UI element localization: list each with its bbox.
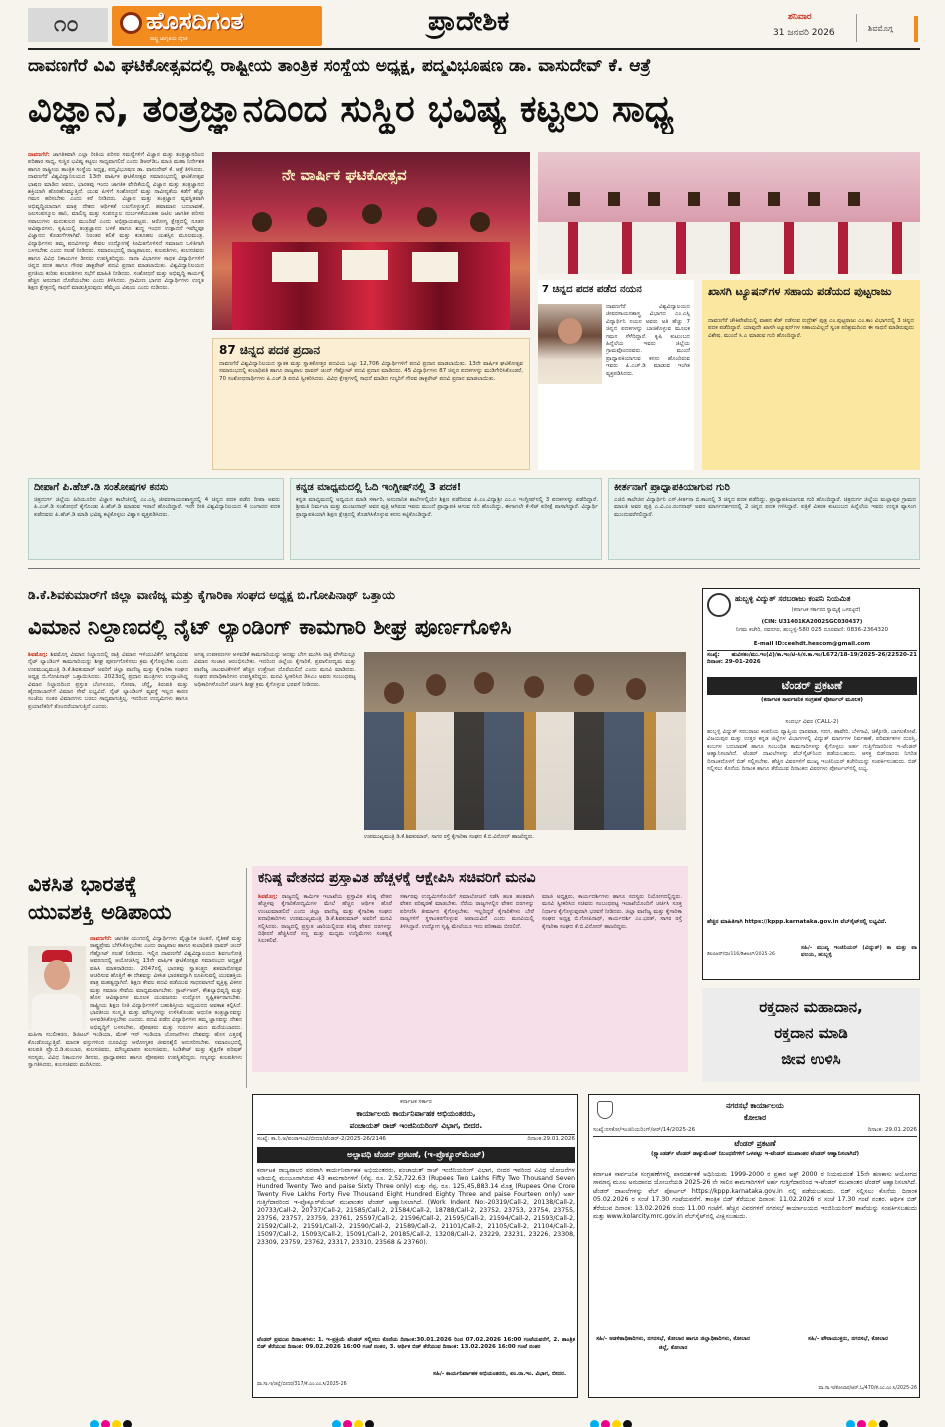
petition-body-1: ಶಿವಮೊಗ್ಗ: ರಾಜ್ಯದಲ್ಲಿ ಕಾರ್ಮಿಕ ಇಲಾಖೆಯ ಪ್ರಸ್ತಾವಿತ ಕನಿಷ್ಠ ವೇತನ ಹೆಚ್ಚಳವು ಕೈಗಾರಿಕೋದ್ಯಮಿಗಳ ಮೇಲೆ ಹೆಚ್ಚಿನ ಆರ್ಥಿಕ ಹೊರೆ ಉಂಟುಮಾಡಲಿದೆ ಎಂದು ಜಿಲ್ಲಾ ವಾಣಿಜ್ಯ ಮತ್ತು ಕೈಗಾರಿಕಾ ಸಂಘದ ಪದಾಧಿಕಾರಿಗಳು ಉಪಮುಖ್ಯಮಂತ್ರಿ ಡಿ.ಕೆ.ಶಿವಕುಮಾರ್ ಅವರಿಗೆ ಮನವಿ ಸಲ್ಲಿಸಿದರು. ರಾಜ್ಯದಲ್ಲಿ ಪ್ರಸ್ತುತ ಜಾರಿಯಲ್ಲಿರುವ ಕನಿಷ್ಠ ವೇತನ ದರಗಳನ್ನು ದಿಢೀರನೆ ಹೆಚ್ಚಿಸಿದರೆ ಸಣ್ಣ ಮತ್ತು ಮಧ್ಯಮ ಉದ್ದಿಮೆಗಳು ಸಂಕಷ್ಟಕ್ಕೆ ಸಿಲುಕಲಿವೆ. bbox=[258, 894, 392, 945]
petition-box bbox=[252, 866, 688, 1072]
airport-caption: ಉಪಮುಖ್ಯಮಂತ್ರಿ ಡಿ.ಕೆ.ಶಿವಕುಮಾರ್, ಸಾಗರ ರಸ್ತೆ ಕೈಗಾರಿಕಾ ಸಂಘದ ಕೆ.ಬಿ.ವಿನೋದ್ ಹಾಜರಿದ್ದರು. bbox=[364, 834, 535, 840]
viksit-dateline: ದಾವಣಗೆರೆ: bbox=[90, 936, 112, 942]
issue-date: 31 ಜನವರಿ 2026 bbox=[773, 28, 835, 38]
deepa-body: ಚಿತ್ರದುರ್ಗ ಜಿಲ್ಲೆಯ ಹಿರಿಯೂರಿನ ವಿಜ್ಞಾನ ಕಾಲೇಜಿನಲ್ಲಿ ಎಂ.ಎಸ್ಸಿ ಜೀವರಸಾಯನಶಾಸ್ತ್ರದಲ್ಲಿ 4 ಚಿನ್ನದ ಪದಕ ಪಡೆದ ದೀಪಾ ಅವರು ಪಿ.ಎಚ್.ಡಿ ಸಂಶೋಧನೆ ಕೈಗೊಂಡು ಪಿ.ಹೆಚ್.ಡಿ ಮಾಡುವ ಇರಾದೆ ಹೊಂದಿದ್ದಾರೆ. ಇದೇ ರೀತಿ ವಿಶ್ವವಿದ್ಯಾನಿಲಯದ 4 ಬಂಗಾರದ ಪದಕ ಪಡೆದವರು ಪಿ.ಹೆಚ್.ಡಿ ಮಾಡಿ ಭವಿಷ್ಯ ಕಟ್ಟಿಕೊಳ್ಳಲು ವಿಶ್ವಾಸ ವ್ಯಕ್ತಪಡಿಸಿದರು. bbox=[34, 497, 280, 518]
airport-kicker: ಡಿ.ಕೆ.ಶಿವಕುಮಾರ್‌ಗೆ ಜಿಲ್ಲಾ ವಾಣಿಜ್ಯ ಮತ್ತು ಕೈಗಾರಿಕಾ ಸಂಘದ ಅಧ್ಯಕ್ಷ ಬಿ.ಗೋಪಿನಾಥ್ ಒತ್ತಾಯ bbox=[28, 588, 395, 602]
logo-tagline: ರಾಷ್ಟ್ರ ಜಾಗೃತಿಯ ದೈನಿಕ bbox=[150, 36, 188, 42]
deepa-headline: ದೀಪಾಗೆ ಪಿ.ಹೆಚ್.ಡಿ ಸಂತೋಷಗಳ ಕನಸು bbox=[34, 482, 169, 493]
deepa-box bbox=[28, 478, 284, 560]
blood-line-1: ರಕ್ತದಾನ ಮಹಾದಾನ, bbox=[759, 998, 863, 1016]
kolar-body: ಕರ್ನಾಟಕ ಸಾರ್ವಜನಿಕ ಸಂಗ್ರಹಣೆಗಳಲ್ಲಿ ಪಾರದರ್ಶಕತೆ ಅಧಿನಿಯಮ 1999-2000 ರ ಪ್ರಕಾರ ಅಕ್ಟ್ 2000 ರ ನಿಯಮದಂತೆ 15ನೇ ಹಣಕಾಸು ಆಯೋಗದ ಸಾಮಾನ್ಯ ಮೂಲ ಅನುದಾನದ ಯೋಜನೆಯಡಿ 2025-26 ನೇ ಸಾಲಿನ ಕಾಮಗಾರಿಗಳಿಗೆ ಅರ್ಹ ಗುತ್ತಿಗೆದಾರರಿಂದ ಇ-ಟೆಂಡರ್ ಮುಖಾಂತರ ಟೆಂಡರ್ ಆಹ್ವಾನಿಸಲಾಗಿದೆ. ಟೆಂಡರ್ ದಾಖಲೆಗಳನ್ನು ವೆಬ್ ಪೋರ್ಟಲ್ https://kppp.karnataka.gov.in ನಲ್ಲಿ ಪಡೆಯಬಹುದು. ಬಿಡ್ ಸಲ್ಲಿಸಲು ಕೊನೆಯ ದಿನಾಂಕ 05.02.2026 ರ ಸಂಜೆ 17.30 ಗಂಟೆಯವರೆಗೆ. ತಾಂತ್ರಿಕ ಬಿಡ್ ತೆರೆಯುವ ದಿನಾಂಕ: 11.02.2026 ರ ಸಂಜೆ 17.30 ಗಂಟೆ ನಂತರ. ಆರ್ಥಿಕ ಬಿಡ್ ತೆರೆಯುವ ದಿನಾಂಕ: 13.02.2026 ರಂದು 11.00 ಗಂಟೆಗೆ. ಹೆಚ್ಚಿನ ವಿವರಗಳಿಗೆ ನಗರಸಭೆ ಕಾರ್ಯಾಲಯದ ಇಂಜಿನಿಯರಿಂಗ್ ಶಾಖೆಯನ್ನು ಸಂಪರ್ಕಿಸಬಹುದು ಮತ್ತು www.kolarcity.mrc.gov.in ವೆಬ್‌ಸೈಟ್‌ನಲ್ಲಿ ವೀಕ್ಷಿಸಬಹುದು. bbox=[593, 1171, 917, 1221]
kolar-ref: ಸಂಖ್ಯೆ:ನಸಕೋ/ಇಂಜಿನಿಯರಿಂಗ್/ಆರ್/14/2025-26 bbox=[593, 1127, 696, 1133]
hescom-web: ಹೆಚ್ಚಿನ ಮಾಹಿತಿಗಾಗಿ https://kppp.karnataka.gov.in ವೆಬ್‌ಸೈಟ್‌ನಲ್ಲಿ ಲಭ್ಯವಿದೆ. bbox=[707, 919, 887, 925]
medals-box bbox=[212, 338, 530, 470]
gold-girl-headline: 7 ಚಿನ್ನದ ಪದಕ ಪಡೆದ ನಯನ bbox=[542, 284, 642, 295]
lead-kicker: ದಾವಣಗೆರೆ ವಿವಿ ಘಟಿಕೋತ್ಸವದಲ್ಲಿ ರಾಷ್ಟ್ರೀಯ ತಾಂತ್ರಿಕ ಸಂಸ್ಥೆಯ ಅಧ್ಯಕ್ಷ, ಪದ್ಮವಿಭೂಷಣ ಡಾ. ವಾಸುದೇವ್ ಕೆ. ಆತ್ರೆ bbox=[28, 56, 651, 76]
convocation-banner-text: ನೇ ವಾರ್ಷಿಕ ಘಟಿಕೋತ್ಸವ bbox=[282, 166, 407, 184]
registration-marks-2 bbox=[332, 1414, 376, 1427]
issue-day: ಶನಿವಾರ bbox=[788, 12, 812, 22]
airport-body-2: ಅಗತ್ಯ ಉಪಕರಣಗಳ ಅಳವಡಿಕೆ ಕಾಮಗಾರಿಯನ್ನು ಆದಷ್ಟು ಬೇಗ ಮುಗಿಸಿ ರಾತ್ರಿ ವೇಳೆಯಲ್ಲೂ ವಿಮಾನ ಸಂಚಾರ ಆರಂಭಿಸಬೇಕು. ಇದರಿಂದ ಜಿಲ್ಲೆಯ ಕೈಗಾರಿಕೆ, ಪ್ರವಾಸೋದ್ಯಮ ಮತ್ತು ವಾಣಿಜ್ಯ ಚಟುವಟಿಕೆಗಳಿಗೆ ಹೆಚ್ಚಿನ ಉತ್ತೇಜನ ದೊರೆಯಲಿದೆ ಎಂದು ಮನವಿ ಮಾಡಿದರು. ಸಂಘದ ಪದಾಧಿಕಾರಿಗಳು ಉಪಸ್ಥಿತರಿದ್ದರು. ಮನವಿ ಸ್ವೀಕರಿಸಿದ ಡಿಸಿಎಂ ಅವರು ಸಂಬಂಧಪಟ್ಟ ಅಧಿಕಾರಿಗಳೊಂದಿಗೆ ಚರ್ಚಿಸಿ ಶೀಘ್ರ ಕ್ರಮ ಕೈಗೊಳ್ಳುವ ಭರವಸೆ ನೀಡಿದರು. bbox=[194, 652, 356, 688]
hescom-subtitle: (ಕರ್ನಾಟಕ ಸಾರ್ವಜನಿಕ ಸಂಗ್ರಹಣೆ ಪೋರ್ಟಲ್ ಮೂಲಕ) bbox=[761, 697, 863, 703]
bidar-footer-right: ಸಹಿ/- ಕಾರ್ಯನಿರ್ವಾಹಕ ಅಭಿಯಂತರರು, ಪಂ.ರಾ.ಇಂ. ವಿಭಾಗ, ಬೀದರ. bbox=[433, 1371, 567, 1377]
hescom-sub: (ಕರ್ನಾಟಕ ಸರ್ಕಾರದ ಸ್ವಾಮ್ಯಕ್ಕೆ ಒಳಪಟ್ಟಿದೆ) bbox=[791, 607, 861, 613]
keerthana-headline: ಕೀರ್ತನಾಗೆ ಪ್ರಾಧ್ಯಾಪಕಿಯಾಗುವ ಗುರಿ bbox=[614, 482, 730, 493]
tuition-headline: ಖಾಸಗಿ ಟ್ಯೂಷನ್‌ಗಳ ಸಹಾಯ ಪಡೆಯದ ಪುಟ್ಟರಾಜು bbox=[708, 285, 892, 298]
lead-headline: ವಿಜ್ಞಾನ, ತಂತ್ರಜ್ಞಾನದಿಂದ ಸುಸ್ಥಿರ ಭವಿಷ್ಯ ಕಟ್ಟಲು ಸಾಧ್ಯ bbox=[28, 87, 674, 130]
graduates-photo bbox=[538, 152, 920, 274]
kolar-city: ಕೋಲಾರ bbox=[743, 1113, 767, 1122]
page-number: ೧೦ bbox=[28, 8, 108, 42]
logo-text: ಹೊಸದಿಗಂತ bbox=[146, 7, 244, 35]
kannada-medium-body: ಕನ್ನಡ ಮಾಧ್ಯಮದಲ್ಲಿ ಅಧ್ಯಯನ ಮಾಡಿ ಸರ್ಕಾರಿ, ಅನುದಾನಿತ ಶಾಲೆಗಳಲ್ಲಿಯೇ ಶಿಕ್ಷಣ ಪಡೆದಿರುವ ಪಿ.ಎಂ.ವಿದ್ಯಾಶ್ರೀ ಎಂ.ಎ ಇಂಗ್ಲೀಷ್‌ನಲ್ಲಿ 3 ಪದಕಗಳನ್ನು ಪಡೆದಿದ್ದಾರೆ. ಶ್ರೀಮತಿ ನಿರ್ಮಲಾ ಮತ್ತು ಮಂಜುನಾಥ್ ಅವರ ಪುತ್ರಿ ಆಗಿರುವ ಇವರು ಮುಂದೆ ಪ್ರಾಧ್ಯಾಪಕಿ ಆಗುವ ಗುರಿ ಹೊಂದಿದ್ದು, ಈಗಾಗಲೇ ಕೆ-ಸೆಟ್ ಪರೀಕ್ಷೆ ಪಾಸಾಗಿದ್ದಾರೆ. ವಿದ್ಯಾರ್ಥಿ ಪ್ರಾಧ್ಯಾಪಕಿಯಾಗಿ ಶಿಕ್ಷಣ ಕ್ಷೇತ್ರದಲ್ಲಿ ತೊಡಗಿಸಿಕೊಳ್ಳುವ ಕನಸು ಕಟ್ಟಿಕೊಂಡಿದ್ದಾರೆ. bbox=[296, 497, 598, 518]
hescom-cin: (CIN: U31401KA2002SGC030437) bbox=[761, 619, 863, 625]
viksit-headline-1: ವಿಕಸಿತ ಭಾರತಕ್ಕೆ bbox=[28, 872, 137, 896]
kolar-date: ದಿನಾಂಕ: 29.01.2026 bbox=[867, 1127, 917, 1133]
lead-body-text: ಜಾಗತಿಕವಾಗಿ ಎಲ್ಲಾ ರೀತಿಯ ಪರಿಸರ ಸಮಸ್ಯೆಗಳಿಗೆ ವಿಜ್ಞಾನ ಮತ್ತು ತಂತ್ರಜ್ಞಾನದಿಂದ ಪರಿಹಾರ ಸಾಧ್ಯ, ಸುಸ್ಥಿರ ಭವಿಷ್ಯ ಕಟ್ಟಲು ಸಾಧ್ಯವಾಗಲಿದೆ ಎಂದು ಡಿಆರ್‌ಡಿಒ ಮಾಜಿ ಮಹಾ ನಿರ್ದೇಶಕ ಹಾಗೂ ರಾಷ್ಟ್ರೀಯ ತಾಂತ್ರಿಕ ಸಂಸ್ಥೆಯ ಅಧ್ಯಕ್ಷ, ಪದ್ಮವಿಭೂಷಣ ಡಾ. ವಾಸುದೇವ್ ಕೆ. ಆತ್ರೆ ತಿಳಿಸಿದರು. ದಾವಣಗೆರೆ ವಿಶ್ವವಿದ್ಯಾನಿಲಯದ 13ನೇ ವಾರ್ಷಿಕ ಘಟಿಕೋತ್ಸವ ಸಮಾರಂಭದಲ್ಲಿ ಘಟಿಕೋತ್ಸವ ಭಾಷಣ ಮಾಡಿದ ಅವರು, ಭಾರತವು ಇಂದು ಜಾಗತಿಕ ವೇದಿಕೆಯಲ್ಲಿ ವಿಜ್ಞಾನ ಮತ್ತು ತಂತ್ರಜ್ಞಾನದ ಶಕ್ತಿಯಾಗಿ ಹೊರಹೊಮ್ಮುತ್ತಿದೆ. ಯುವ ಪೀಳಿಗೆ ಸಂಶೋಧನೆ ಮತ್ತು ನಾವೀನ್ಯತೆಯ ಕಡೆಗೆ ಹೆಚ್ಚು ಗಮನ ಹರಿಸಬೇಕು ಎಂದು ಕರೆ ನೀಡಿದರು. ವಿಜ್ಞಾನ ಮತ್ತು ತಂತ್ರಜ್ಞಾನ ವ್ಯವಸ್ಥಿತವಾಗಿ ಅಭಿವೃದ್ಧಿಯಾದಾಗ ಮಾತ್ರ ದೇಶದ ಆರ್ಥಿಕತೆ ಬಲಗೊಳ್ಳುತ್ತದೆ. ಹವಾಮಾನ ಬದಲಾವಣೆ, ಜಲಸಂಪನ್ಮೂಲ ಹಾನಿ, ಮಾಲಿನ್ಯ ಮತ್ತು ಸಂಪನ್ಮೂಲ ದುರ್ಬಳಕೆಯಂತಹ ಜಟಿಲ ಜಾಗತಿಕ ಪರಿಸರ ಸವಾಲುಗಳು ಮನುಕುಲದ ಮುಂದಿವೆ ಎಂದು ಅಭಿಪ್ರಾಯಪಟ್ಟರು. ಆರೋಗ್ಯ ಕ್ಷೇತ್ರದಲ್ಲಿ ನೂತನ ಆವಿಷ್ಕಾರಗಳು, ಕೃಷಿಯಲ್ಲಿ ತಂತ್ರಜ್ಞಾನದ ಬಳಕೆ ಹಾಗೂ ಶುದ್ಧ ಇಂಧನ ಉತ್ಪಾದನೆ ಇವೆಲ್ಲವೂ ವಿಜ್ಞಾನದ ಕೊಡುಗೆಗಳಾಗಿವೆ. ನಿರಂತರ ಕಲಿಕೆ ಮತ್ತು ಕುತೂಹಲ ಯಶಸ್ಸಿನ ಮೂಲಮಂತ್ರ. ವಿದ್ಯಾರ್ಥಿಗಳು ತಮ್ಮ ಪದವಿಗಳನ್ನು ಕೇವಲ ಉದ್ಯೋಗಕ್ಕೆ ಸೀಮಿತಗೊಳಿಸದೆ ಸಮಾಜದ ಒಳಿತಿಗಾಗಿ ಬಳಸಬೇಕು ಎಂದು ಸಲಹೆ ನೀಡಿದರು. ಸಮಾರಂಭದಲ್ಲಿ ರಾಜ್ಯಪಾಲರು, ಕುಲಪತಿಗಳು, ಕುಲಸಚಿವರು ಹಾಗೂ ವಿವಿಧ ನಿಕಾಯಗಳ ಡೀನರು ಉಪಸ್ಥಿತರಿದ್ದರು. ನಾನಾ ವಿಭಾಗಗಳ ಸಾಧಕ ವಿದ್ಯಾರ್ಥಿಗಳಿಗೆ ಚಿನ್ನದ ಪದಕ ಹಾಗೂ ಗೌರವ ಡಾಕ್ಟರೇಟ್ ಪದವಿ ಪ್ರದಾನ ಮಾಡಲಾಯಿತು. ವಿಶ್ವವಿದ್ಯಾನಿಲಯದ ಪ್ರಗತಿಯ ಕುರಿತು ಕುಲಪತಿಗಳು ಸಭೆಗೆ ಮಾಹಿತಿ ನೀಡಿದರು. ಸಂಶೋಧನೆ ಮತ್ತು ಅಭಿವೃದ್ಧಿ ಕಾರ್ಯಕ್ಕೆ ಹೆಚ್ಚಿನ ಅನುದಾನ ದೊರೆಯಬೇಕು ಎಂದು ತಿಳಿಸಿದರು. ಗ್ರಾಮೀಣ ಭಾಗದ ವಿದ್ಯಾರ್ಥಿಗಳು ಉನ್ನತ ಶಿಕ್ಷಣ ಕ್ಷೇತ್ರದಲ್ಲಿ ಸಾಧನೆ ಮಾಡುತ್ತಿರುವುದು ಹೆಮ್ಮೆಯ ವಿಷಯ ಎಂದು ನುಡಿದರು. bbox=[28, 152, 204, 292]
petition-body-3: ಮಾಜಿ ಅಧ್ಯಕ್ಷರು, ಕಾರ್ಯದರ್ಶಿಗಳು ಹಾಗೂ ಸದಸ್ಯರು ನಿಯೋಗದಲ್ಲಿದ್ದರು. ಮನವಿ ಸ್ವೀಕರಿಸಿದ ಸಚಿವರು ಸಂಬಂಧಪಟ್ಟ ಇಲಾಖೆಯೊಂದಿಗೆ ಚರ್ಚಿಸಿ ಸೂಕ್ತ ನಿರ್ಧಾರ ಕೈಗೊಳ್ಳುವುದಾಗಿ ಭರವಸೆ ನೀಡಿದರು. ಜಿಲ್ಲಾ ವಾಣಿಜ್ಯ ಮತ್ತು ಕೈಗಾರಿಕಾ ಸಂಘದ ಅಧ್ಯಕ್ಷ ಬಿ.ಗೋಪಿನಾಥ್, ಕಾರ್ಯದರ್ಶಿ ಎಂ.ಭರತ್, ಸಾಗರ ರಸ್ತೆ ಕೈಗಾರಿಕಾ ಸಂಘದ ಕೆ.ಬಿ.ವಿನೋದ್ ಹಾಜರಿದ್ದರು. bbox=[542, 894, 682, 930]
kolar-sign-right: ಸಹಿ/- ಪೌರಾಯುಕ್ತರು, ನಗರಸಭೆ, ಕೋಲಾರ bbox=[808, 1336, 888, 1342]
petition-dateline: ಶಿವಮೊಗ್ಗ: bbox=[258, 894, 278, 900]
gold-girl-body: ದಾವಣಗೆರೆ ವಿಶ್ವವಿದ್ಯಾಲಯದ ಜೀವರಸಾಯನಶಾಸ್ತ್ರ ವಿಭಾಗದ ಎಂ.ಎಸ್ಸಿ ವಿದ್ಯಾರ್ಥಿನಿ ನಯನ ಅವರು ಅತಿ ಹೆಚ್ಚು 7 ಚಿನ್ನದ ಪದಕಗಳನ್ನು ಬಾಚಿಕೊಳ್ಳುವ ಮೂಲಕ ಗಮನ ಸೆಳೆದಿದ್ದಾರೆ. ಕೃಷಿ ಕುಟುಂಬದ ಹಿನ್ನೆಲೆಯ ಇವರು ಜಿಲ್ಲೆಯ ಗ್ರಾಮವೊಂದರವರು. ಮುಂದೆ ಪ್ರಾಧ್ಯಾಪಕಿಯಾಗುವ ಕನಸು ಹೊಂದಿರುವ ಇವರು ಪಿ.ಎಚ್.ಡಿ ಮಾಡುವ ಇಂಗಿತ ವ್ಯಕ್ತಪಡಿಸಿದರು. bbox=[606, 304, 690, 377]
registration-marks-1 bbox=[90, 1414, 134, 1427]
hescom-call: ಸಂದರ್ಭ ವಿವರ (CALL-2) bbox=[785, 719, 839, 725]
tuition-body: ದಾವಣಗೆರೆ ಚೌಕಿಪೇಟೆಯಲ್ಲಿ ವಾಹನ ಶೆಡ್ ನಡೆಸುವ ರುದ್ರೇಶ್ ಪುತ್ರ ಎಂ.ಪುಟ್ಟರಾಜು ಎಂ.ಕಾಂ ವಿಭಾಗದಲ್ಲಿ 3 ಚಿನ್ನದ ಪದಕ ಪಡೆದಿದ್ದಾರೆ. ಯಾವುದೇ ಖಾಸಗಿ ಟ್ಯೂಷನ್‌ಗಳ ಸಹಾಯವಿಲ್ಲದೆ ಸ್ವಂತ ಪರಿಶ್ರಮದಿಂದ ಈ ಸಾಧನೆ ಮಾಡಿರುವುದು ವಿಶೇಷ. ಮುಂದೆ ಸಿ.ಎ ಮಾಡುವ ಗುರಿ ಹೊಂದಿದ್ದಾರೆ. bbox=[708, 318, 914, 339]
hescom-org: ಹುಬ್ಬಳ್ಳಿ ವಿದ್ಯುತ್ ಸರಬರಾಜು ಕಂಪನಿ ನಿಯಮಿತ bbox=[735, 594, 851, 603]
bidar-ref: ಸಂಖ್ಯೆ: ಕಾ.ನಿ.ಅ/ಪಂರಾಇಂವಿ/ಬೀದರ/ಟೆಂಡರ್-2/2025-26/2146 bbox=[257, 1136, 386, 1142]
hescom-logo-icon bbox=[707, 593, 731, 617]
bidar-body: ಕರ್ನಾಟಕ ರಾಜ್ಯಪಾಲರ ಪರವಾಗಿ ಕಾರ್ಯನಿರ್ವಾಹಕ ಅಭಿಯಂತರರು, ಪಂಚಾಯತ್ ರಾಜ್ ಇಂಜಿನಿಯರಿಂಗ್ ವಿಭಾಗ, ಬೀದರ ಇವರಿಂದ ವಿವಿಧ ಯೋಜನೆಗಳ ಅಡಿಯಲ್ಲಿ ಮಂಜೂರಾಗಿರುವ 43 ಕಾಮಗಾರಿಗಳಿಗೆ (ಸೆಪ್ಟ. ರೂ. 2,52,722.63 (Rupees Two Lakhs Fifty Two Thousand Seven Hundred Twenty Two and paise Sixty Three only) ಮತ್ತು ಸೆಪ್ಟ. ರೂ. 125,45,883.14 ಮೊತ್ತ (Rupees One Crore Twenty Five Lakhs Forty Five Thousand Eight Hundred Eighty Three and paise Fourteen only) ಅರ್ಹ ಗುತ್ತಿಗೆದಾರರಿಂದ ಇ-ಪ್ರೊಕ್ಯೂರ್‌ಮೆಂಟ್ ಮುಖಾಂತರ ಟೆಂಡರ್ ಆಹ್ವಾನಿಸಲಾಗಿದೆ. (Work Indent No:-20319/Call-2, 20138/Call-2, 20733/Call-2, 20737/Call-2, 21585/Call-2, 21584/Call-2, 18788/Call-2, 23752, 23753, 23754, 23755, 23756, 23757, 23759, 23761, 25597/Call-2, 21596/Call-2, 21595/Call-2, 21594/Call-2, 21593/Call-2, 21592/Call-2, 21591/Call-2, 21590/Call-2, 21589/Call-2, 21101/Call-2, 21105/Call-2, 21104/Call-2, 15097/Call-2, 15093/Call-2, 15091/Call-2, 20185/Call-2, 13208/Call-2, 23229, 23231, 23226, 23308, 23309, 23759, 23762, 23317, 23310, 23568 & 23760). bbox=[257, 1167, 575, 1246]
convocation-photo bbox=[212, 152, 530, 330]
bidar-title: ಅಲ್ಪಾವಧಿ ಟೆಂಡರ್ ಪ್ರಕಟಣೆ, (ಇ-ಪ್ರೊಕ್ಯೂರ್‌ಮೆಂಟ್) bbox=[257, 1147, 575, 1163]
hescom-email: E-mail ID:ceehdt.hescom@gmail.com bbox=[753, 641, 871, 647]
blood-donation-box bbox=[702, 988, 920, 1082]
hescom-title: ಟೆಂಡರ್ ಪ್ರಕಟಣೆ bbox=[707, 677, 917, 695]
lead-body bbox=[28, 152, 204, 470]
section-title: ಪ್ರಾದೇಶಿಕ bbox=[428, 6, 510, 37]
blood-line-3: ಜೀವ ಉಳಿಸಿ bbox=[781, 1050, 841, 1068]
hescom-ref: ಸಂಖ್ಯೆ: ಹುವಿಸಕಂ/ಮು.ಇಂ(ವಿ)/ಕಾ.ಇಂ/ಟಿ-ಸಿ/ಸ.ಕಾ.ಇಂ/L672/18-19/2025-26/22520-21 ದಿನಾಂಕ: 29-01-2026 bbox=[707, 652, 917, 666]
petition-body-2: ಸರ್ಕಾರವು ಉದ್ಯಮಿಗಳೊಂದಿಗೆ ಸಮಾಲೋಚನೆ ನಡೆಸಿ ಹಂತ ಹಂತವಾಗಿ ವೇತನ ಪರಿಷ್ಕರಣೆ ಮಾಡಬೇಕು. ನೆರೆಯ ರಾಜ್ಯಗಳಲ್ಲಿನ ವೇತನ ದರಗಳನ್ನು ಪರಿಗಣಿಸಿ ತೀರ್ಮಾನ ಕೈಗೊಳ್ಳಬೇಕು. ಇಲ್ಲದಿದ್ದರೆ ಕೈಗಾರಿಕೆಗಳು ಬೇರೆ ರಾಜ್ಯಗಳಿಗೆ ಸ್ಥಳಾಂತರಗೊಳ್ಳುವ ಅಪಾಯವಿದೆ ಎಂದು ಮನವಿಯಲ್ಲಿ ತಿಳಿಸಿದ್ದಾರೆ. ಉದ್ಯೋಗ ಸೃಷ್ಟಿ ಮೇಲೆಯೂ ಇದು ಪರಿಣಾಮ ಬೀರಲಿದೆ. bbox=[400, 894, 534, 930]
logo bbox=[112, 6, 322, 46]
hescom-address: ನಿಗಮ ಕಚೇರಿ, ನವನಗರ, ಹುಬ್ಬಳ್ಳಿ-580 025 ದೂರವಾಣಿ: 0836-2364320 bbox=[735, 627, 889, 633]
registration-marks-4 bbox=[846, 1414, 890, 1427]
bidar-date: ದಿನಾಂಕ:29.01.2026 bbox=[527, 1136, 575, 1142]
blood-line-2: ರಕ್ತದಾನ ಮಾಡಿ bbox=[774, 1024, 848, 1042]
kolar-office: ನಗರಸಭೆ ಕಾರ್ಯಾಲಯ bbox=[726, 1101, 784, 1110]
airport-body-1: ಶಿವಮೊಗ್ಗ: ಶಿವಮೊಗ್ಗ ವಿಮಾನ ನಿಲ್ದಾಣದಲ್ಲಿ ರಾತ್ರಿ ವಿಮಾನ ಇಳಿಯುವಿಕೆಗೆ ಅಗತ್ಯವಿರುವ ನೈಟ್ ಲ್ಯಾಂಡಿಂಗ್ ಕಾಮಗಾರಿಯನ್ನು ಶೀಘ್ರ ಪೂರ್ಣಗೊಳಿಸಲು ಕ್ರಮ ಕೈಗೊಳ್ಳಬೇಕು ಎಂದು ಉಪಮುಖ್ಯಮಂತ್ರಿ ಡಿ.ಕೆ.ಶಿವಕುಮಾರ್ ಅವರಿಗೆ ಜಿಲ್ಲಾ ವಾಣಿಜ್ಯ ಮತ್ತು ಕೈಗಾರಿಕಾ ಸಂಘದ ಅಧ್ಯಕ್ಷ ಬಿ.ಗೋಪಿನಾಥ್ ಒತ್ತಾಯಿಸಿದರು. 2023ರಲ್ಲಿ ಪ್ರಧಾನ ಮಂತ್ರಿಗಳು ಉದ್ಘಾಟಿಸಿದ್ದ ವಿಮಾನ ನಿಲ್ದಾಣದಿಂದ ಪ್ರಸ್ತುತ ಬೆಂಗಳೂರು, ಗೋವಾ, ಚೆನ್ನೈ, ತಿರುಪತಿ ಮತ್ತು ಹೈದರಾಬಾದ್‌ಗೆ ವಿಮಾನ ಸೇವೆ ಲಭ್ಯವಿದೆ. ನೈಟ್ ಲ್ಯಾಂಡಿಂಗ್ ವ್ಯವಸ್ಥೆ ಇಲ್ಲದ ಕಾರಣ ಸಂಜೆಯ ನಂತರ ವಿಮಾನಗಳು ಬರಲು ಸಾಧ್ಯವಾಗುತ್ತಿಲ್ಲ. ಇದರಿಂದ ಉದ್ಯಮಿಗಳು ಹಾಗೂ ಪ್ರಯಾಣಿಕರಿಗೆ ತೊಂದರೆಯಾಗುತ್ತಿದೆ ಎಂದರು. bbox=[28, 652, 188, 710]
kannada-medium-box bbox=[290, 478, 602, 560]
airport-dateline: ಶಿವಮೊಗ್ಗ: bbox=[28, 652, 48, 658]
tuition-box bbox=[702, 280, 920, 470]
keerthana-body: ಎಜಿಬಿ ಕಾಲೇಜಿನ ವಿದ್ಯಾರ್ಥಿನಿ ಎಸ್.ಕೀರ್ತನಾ ಬಿ.ಕಾಂನಲ್ಲಿ 3 ಚಿನ್ನದ ಪದಕ ಪಡೆದಿದ್ದು, ಪ್ರಾಧ್ಯಾಪಕಿಯಾಗುವ ಗುರಿ ಹೊಂದಿದ್ದಾರೆ. ಚಿತ್ರದುರ್ಗ ಜಿಲ್ಲೆಯ ಮಲ್ಲಾಪುರ ಗ್ರಾಮದ ಮಾಲತಿ ಅವರ ಪುತ್ರಿ ಎ.ವಿ.ಎಂ.ರಂಗನಾಥ್ ಅವರ ಮಾರ್ಗದರ್ಶನದಲ್ಲಿ 2 ಚಿನ್ನದ ಪದಕ ಗಳಿಸಿದ್ದಾರೆ. ಪತ್ರಿಕೆ ವಿತರಕ ಕುಟುಂಬದ ಹಿನ್ನೆಲೆಯ ಇವರು ಉನ್ನತ ವ್ಯಾಸಂಗ ಮುಂದುವರೆಸಲಿದ್ದಾರೆ. bbox=[614, 497, 916, 518]
hescom-body: ಹುಬ್ಬಳ್ಳಿ ವಿದ್ಯುತ್ ಸರಬರಾಜು ಕಂಪನಿಯ ವ್ಯಾಪ್ತಿಯ ಧಾರವಾಡ, ಗದಗ, ಹಾವೇರಿ, ಬೆಳಗಾವಿ, ಚಿಕ್ಕೋಡಿ, ಬಾಗಲಕೋಟೆ, ವಿಜಯಪುರ ಮತ್ತು ಉತ್ತರ ಕನ್ನಡ ಜಿಲ್ಲೆಗಳ ವಿಭಾಗಗಳಲ್ಲಿ ವಿದ್ಯುತ್ ಮಾರ್ಗಗಳ ನಿರ್ವಹಣೆ, ಪರಿವರ್ತಕಗಳ ದುರಸ್ತಿ, ಕಂಬಗಳ ಬದಲಾವಣೆ ಹಾಗೂ ಸಂಬಂಧಿತ ಕಾಮಗಾರಿಗಳನ್ನು ಕೈಗೊಳ್ಳಲು ಅರ್ಹ ಗುತ್ತಿಗೆದಾರರಿಂದ ಇ-ಟೆಂಡರ್ ಆಹ್ವಾನಿಸಲಾಗಿದೆ. ಟೆಂಡರ್ ದಾಖಲೆಗಳನ್ನು ವೆಬ್‌ಸೈಟ್‌ನಿಂದ ಪಡೆಯಬಹುದು. ಆಸಕ್ತ ಬಿಡ್‌ದಾರರು ನಿಗದಿತ ದಿನಾಂಕದೊಳಗೆ ಬಿಡ್ ಸಲ್ಲಿಸಬೇಕು. ಹೆಚ್ಚಿನ ವಿವರಗಳಿಗೆ ಮುಖ್ಯ ಇಂಜಿನಿಯರ್ ಕಚೇರಿಯನ್ನು ಸಂಪರ್ಕಿಸಬಹುದು. ಬಿಡ್ ಸಲ್ಲಿಸಲು ಕೊನೆಯ ದಿನಾಂಕ ಹಾಗೂ ತೆರೆಯುವ ದಿನಾಂಕದ ವಿವರಗಳು ಪೋರ್ಟಲ್‌ನಲ್ಲಿ ಲಭ್ಯ. bbox=[707, 729, 917, 773]
gold-girl-box bbox=[538, 280, 694, 470]
hescom-footer-left: ಡಿಐಪಿಆರ್/ಧಾ/116/ಡಿಜಿಟಲ್/2025-26 bbox=[707, 952, 775, 957]
bidar-dates: ಟೆಂಡರ್ ಪ್ರಮುಖ ದಿನಾಂಕಗಳು: 1. ಇ-ಪ್ರಕ್ರಿಯೆ ಟೆಂಡರ್ ಸಲ್ಲಿಸಲು ಕೊನೆಯ ದಿನಾಂಕ:30.01.2026 ರಿಂದ 07.02.2026 16:00 ಗಂಟೆಯವರೆಗೆ, 2. ತಾಂತ್ರಿಕ ಬಿಡ್ ತೆರೆಯುವ ದಿನಾಂಕ: 09.02.2026 16:00 ಗಂಟೆ ನಂತರ, 3. ಆರ್ಥಿಕ ಬಿಡ್ ತೆರೆಯುವ ದಿನಾಂಕ: 13.02.2026 16:00 ಗಂಟೆ ನಂತರ bbox=[257, 1337, 575, 1351]
dcm-meeting-photo bbox=[364, 652, 686, 830]
lead-dateline: ದಾವಣಗೆರೆ: bbox=[28, 152, 50, 158]
kolar-tender bbox=[588, 1094, 920, 1398]
kolar-title: ಟೆಂಡರ್ ಪ್ರಕಟಣೆ bbox=[734, 1139, 776, 1148]
keerthana-box bbox=[608, 478, 920, 560]
logo-emblem-icon bbox=[120, 12, 142, 34]
issue-city: ಶಿವಮೊಗ್ಗ bbox=[868, 24, 893, 33]
bidar-tender bbox=[252, 1094, 578, 1398]
airport-headline: ವಿಮಾನ ನಿಲ್ದಾಣದಲ್ಲಿ ನೈಟ್ ಲ್ಯಾಂಡಿಂಗ್ ಕಾಮಗಾರಿ ಶೀಘ್ರ ಪೂರ್ಣಗೊಳಿಸಿ bbox=[28, 615, 512, 639]
kolar-footer: ವಾ.ಸಾ.ಇ/ಕೋಲಾರ/ಆರ್.ಓ/470/ಕೆ.ಎಂ.ಎಂ.ಸಿ/2025-26 bbox=[818, 1386, 917, 1391]
medals-headline: 87 ಚಿನ್ನದ ಪದಕ ಪ್ರದಾನ bbox=[219, 343, 321, 357]
bidar-dept: ಪಂಚಾಯತ್ ರಾಜ್ ಇಂಜಿನಿಯರಿಂಗ್ ವಿಭಾಗ, ಬೀದರ. bbox=[349, 1121, 483, 1130]
viksit-headline-2: ಯುವಶಕ್ತಿ ಅಡಿಪಾಯ bbox=[28, 900, 172, 924]
hescom-footer-right: ಸಹಿ/- ಮುಖ್ಯ ಇಂಜಿನಿಯರ್ (ವಿದ್ಯುತ್) ಕಾ ಮತ್ತು ಪಾ ವಲಯ, ಹುಬ್ಬಳ್ಳಿ bbox=[801, 945, 917, 959]
hescom-tender bbox=[702, 588, 920, 980]
petition-headline: ಕನಿಷ್ಠ ವೇತನದ ಪ್ರಸ್ತಾವಿತ ಹೆಚ್ಚಳಕ್ಕೆ ಆಕ್ಷೇಪಿಸಿ ಸಚಿವರಿಗೆ ಮನವಿ bbox=[258, 870, 536, 886]
bidar-footer-left: ವಾ.ಸಾ.ಇ/ಜಿಲ್ಲೆ/ಬೀದರ/317/ಕೆ.ಎಂ.ಎಂ.ಸಿ/2025-26 bbox=[257, 1382, 347, 1387]
kannada-medium-headline: ಕನ್ನಡ ಮಾಧ್ಯಮದಲ್ಲಿ ಓದಿ ಇಂಗ್ಲೀಷ್‌ನಲ್ಲಿ 3 ಪದಕ! bbox=[296, 482, 462, 493]
viksit-body: ದಾವಣಗೆರೆ: ಜಾಗತಿಕ ಯುಗದಲ್ಲಿ ವಿದ್ಯಾರ್ಥಿಗಳು ವೈಜ್ಞಾನಿಕ ಚಿಂತನೆ, ನೈತಿಕತೆ ಮತ್ತು ರಾಷ್ಟ್ರಪ್ರೇಮ ಬೆಳೆಸಿಕೊಳ್ಳಬೇಕು ಎಂದು ರಾಜ್ಯಪಾಲ ಹಾಗೂ ಕುಲಾಧಿಪತಿ ಥಾವರ್ ಚಂದ್ ಗೆಹ್ಲೋಟ್ ಸಲಹೆ ನೀಡಿದರು. ಇಲ್ಲಿನ ದಾವಣಗೆರೆ ವಿಶ್ವವಿದ್ಯಾಲಯದ ಶಿವಗಂಗೋತ್ರಿ ಆವರಣದಲ್ಲಿ ಆಯೋಜಿಸಿದ್ದ 13ನೇ ವಾರ್ಷಿಕ ಘಟಿಕೋತ್ಸವ ಸಮಾರಂಭದ ಅಧ್ಯಕ್ಷತೆ ವಹಿಸಿ ಮಾತನಾಡಿದರು. 2047ರಲ್ಲಿ ಭಾರತವು ಸ್ವಾತಂತ್ರ್ಯದ ಶತಮಾನೋತ್ಸವ ಆಚರಿಸುವ ಹೊತ್ತಿಗೆ ಈ ದೇಶವನ್ನು ವಿಕಸಿತ ಭಾರತವನ್ನಾಗಿ ರೂಪಿಸುವಲ್ಲಿ ಯುವಶಕ್ತಿಯ ಪಾತ್ರ ಮಹತ್ವದ್ದಾಗಿದೆ. ಶಿಕ್ಷಣ ಕೇವಲ ಪದವಿ ಪಡೆಯುವ ಸಾಧನವಾಗದೆ ವ್ಯಕ್ತಿತ್ವ ವಿಕಸನ ಮತ್ತು ಸಮಾಜ ಸೇವೆಯ ಮಾಧ್ಯಮವಾಗಬೇಕು. ಸ್ಟಾರ್ಟ್‌ಅಪ್, ಕೌಶಲ್ಯಾಭಿವೃದ್ಧಿ ಮತ್ತು ಹೊಸ ಆವಿಷ್ಕಾರಗಳ ಮೂಲಕ ಯುವಜನರು ಉದ್ಯೋಗ ಸೃಷ್ಟಿಕರ್ತರಾಗಬೇಕು. ರಾಷ್ಟ್ರೀಯ ಶಿಕ್ಷಣ ನೀತಿ ವಿದ್ಯಾರ್ಥಿಗಳಿಗೆ ಬಹುಶಿಸ್ತೀಯ ಅಧ್ಯಯನದ ಅವಕಾಶ ಕಲ್ಪಿಸಿದೆ. ಭಾರತೀಯ ಸಂಸ್ಕೃತಿ ಮತ್ತು ಮೌಲ್ಯಗಳನ್ನು ಉಳಿಸಿಕೊಂಡು ಆಧುನಿಕ ತಂತ್ರಜ್ಞಾನವನ್ನು ಅಳವಡಿಸಿಕೊಳ್ಳಬೇಕು ಎಂದರು. ಪದವಿ ಪಡೆದ ವಿದ್ಯಾರ್ಥಿಗಳು ತಮ್ಮ ಜ್ಞಾನವನ್ನು ದೇಶದ ಅಭಿವೃದ್ಧಿಗೆ ಬಳಸಬೇಕು, ಪೋಷಕರು ಮತ್ತು ಗುರುಗಳ ಋಣ ಮರೆಯಬಾರದು. ಮಹಿಳಾ ಸಬಲೀಕರಣ, ಡಿಜಿಟಲ್ ಇಂಡಿಯಾ, ಮೇಕ್ ಇನ್ ಇಂಡಿಯಾ ಯೋಜನೆಗಳು ದೇಶವನ್ನು ಹೊಸ ಎತ್ತರಕ್ಕೆ ಕೊಂಡೊಯ್ಯುತ್ತಿವೆ. ಮಾದಕ ವಸ್ತುಗಳಿಂದ ದೂರವಿದ್ದು ಆರೋಗ್ಯಕರ ಜೀವನಶೈಲಿ ಅನುಸರಿಸಬೇಕು. ಸಮಾರಂಭದಲ್ಲಿ ಕುಲಪತಿ ಪ್ರೊ.ಬಿ.ಡಿ.ಕುಂಬಾರ, ಕುಲಸಚಿವರು, ಮೌಲ್ಯಮಾಪನ ಕುಲಸಚಿವರು, ಸಿಂಡಿಕೇಟ್ ಮತ್ತು ಶೈಕ್ಷಣಿಕ ಪರಿಷತ್ ಸದಸ್ಯರು, ವಿವಿಧ ನಿಕಾಯಗಳ ಡೀನರು, ಪ್ರಾಧ್ಯಾಪಕರು ಹಾಗೂ ಪೋಷಕರು ಉಪಸ್ಥಿತರಿದ್ದರು. ಗಣ್ಯರನ್ನು ಕುಲಪತಿಗಳು ಸ್ವಾಗತಿಸಿದರು, ಕುಲಸಚಿವರು ವಂದಿಸಿದರು. bbox=[28, 936, 242, 1068]
bidar-govt: ಕರ್ನಾಟಕ ಸರ್ಕಾರ bbox=[400, 1099, 432, 1105]
kolar-intro: (ಸ್ಟ್ಯಾಂಡರ್ಡ್ ಟೆಂಡರ್ ಡಾಕ್ಯುಮೆಂಟ್ ನಿಬಂಧನೆಗಳಿಗೆ ಒಳಪಟ್ಟು ಇ-ಟೆಂಡರ್ ಮುಖಾಂತರ ಟೆಂಡರ್ ಆಹ್ವಾನಿಸಲಾಗಿದೆ) bbox=[650, 1151, 860, 1157]
medals-body: ದಾವಣಗೆರೆ ವಿಶ್ವವಿದ್ಯಾನಿಲಯದ ಸ್ನಾತಕ ಮತ್ತು ಸ್ನಾತಕೋತ್ತರ ಪದವಿಯ ಒಟ್ಟು 12,706 ವಿದ್ಯಾರ್ಥಿಗಳಿಗೆ ಪದವಿ ಪ್ರದಾನ ಮಾಡಲಾಯಿತು. 13ನೇ ವಾರ್ಷಿಕ ಘಟಿಕೋತ್ಸವ ಸಮಾರಂಭದಲ್ಲಿ ಕುಲಾಧಿಪತಿ ಹಾಗೂ ರಾಜ್ಯಪಾಲ ಥಾವರ್ ಚಂದ್ ಗೆಹ್ಲೋಟ್ ಪದವಿ ಪ್ರದಾನ ಮಾಡಿದರು. 45 ವಿದ್ಯಾರ್ಥಿಗಳು 87 ಚಿನ್ನದ ಪದಕಗಳನ್ನು ಮುಡಿಗೇರಿಸಿಕೊಂಡರೆ, 70 ಸಂಶೋಧನಾರ್ಥಿಗಳು ಪಿ.ಎಚ್.ಡಿ ಪದವಿ ಸ್ವೀಕರಿಸಿದರು. ವಿವಿಧ ಕ್ಷೇತ್ರಗಳಲ್ಲಿ ಸಾಧನೆ ಮಾಡಿದ ಗಣ್ಯರಿಗೆ ಗೌರವ ಡಾಕ್ಟರೇಟ್ ಪದವಿ ಪ್ರದಾನ ಮಾಡಲಾಯಿತು. bbox=[219, 361, 523, 382]
nayana-photo bbox=[538, 304, 602, 384]
masthead bbox=[28, 6, 920, 46]
bidar-office: ಕಾರ್ಯಾಲಯ ಕಾರ್ಯನಿರ್ವಾಹಕ ಅಭಿಯಂತರರು, bbox=[356, 1109, 476, 1118]
kolar-sign-left: ಸಹಿ/- ಆಡಳಿತಾಧಿಕಾರಿಗಳು, ನಗರಸಭೆ, ಕೋಲಾರ ಹಾಗೂ ಜಿಲ್ಲಾಧಿಕಾರಿಗಳು, ಕೋಲಾರ ಜಿಲ್ಲೆ, ಕೋಲಾರ bbox=[596, 1336, 750, 1351]
registration-marks-3 bbox=[590, 1414, 634, 1427]
